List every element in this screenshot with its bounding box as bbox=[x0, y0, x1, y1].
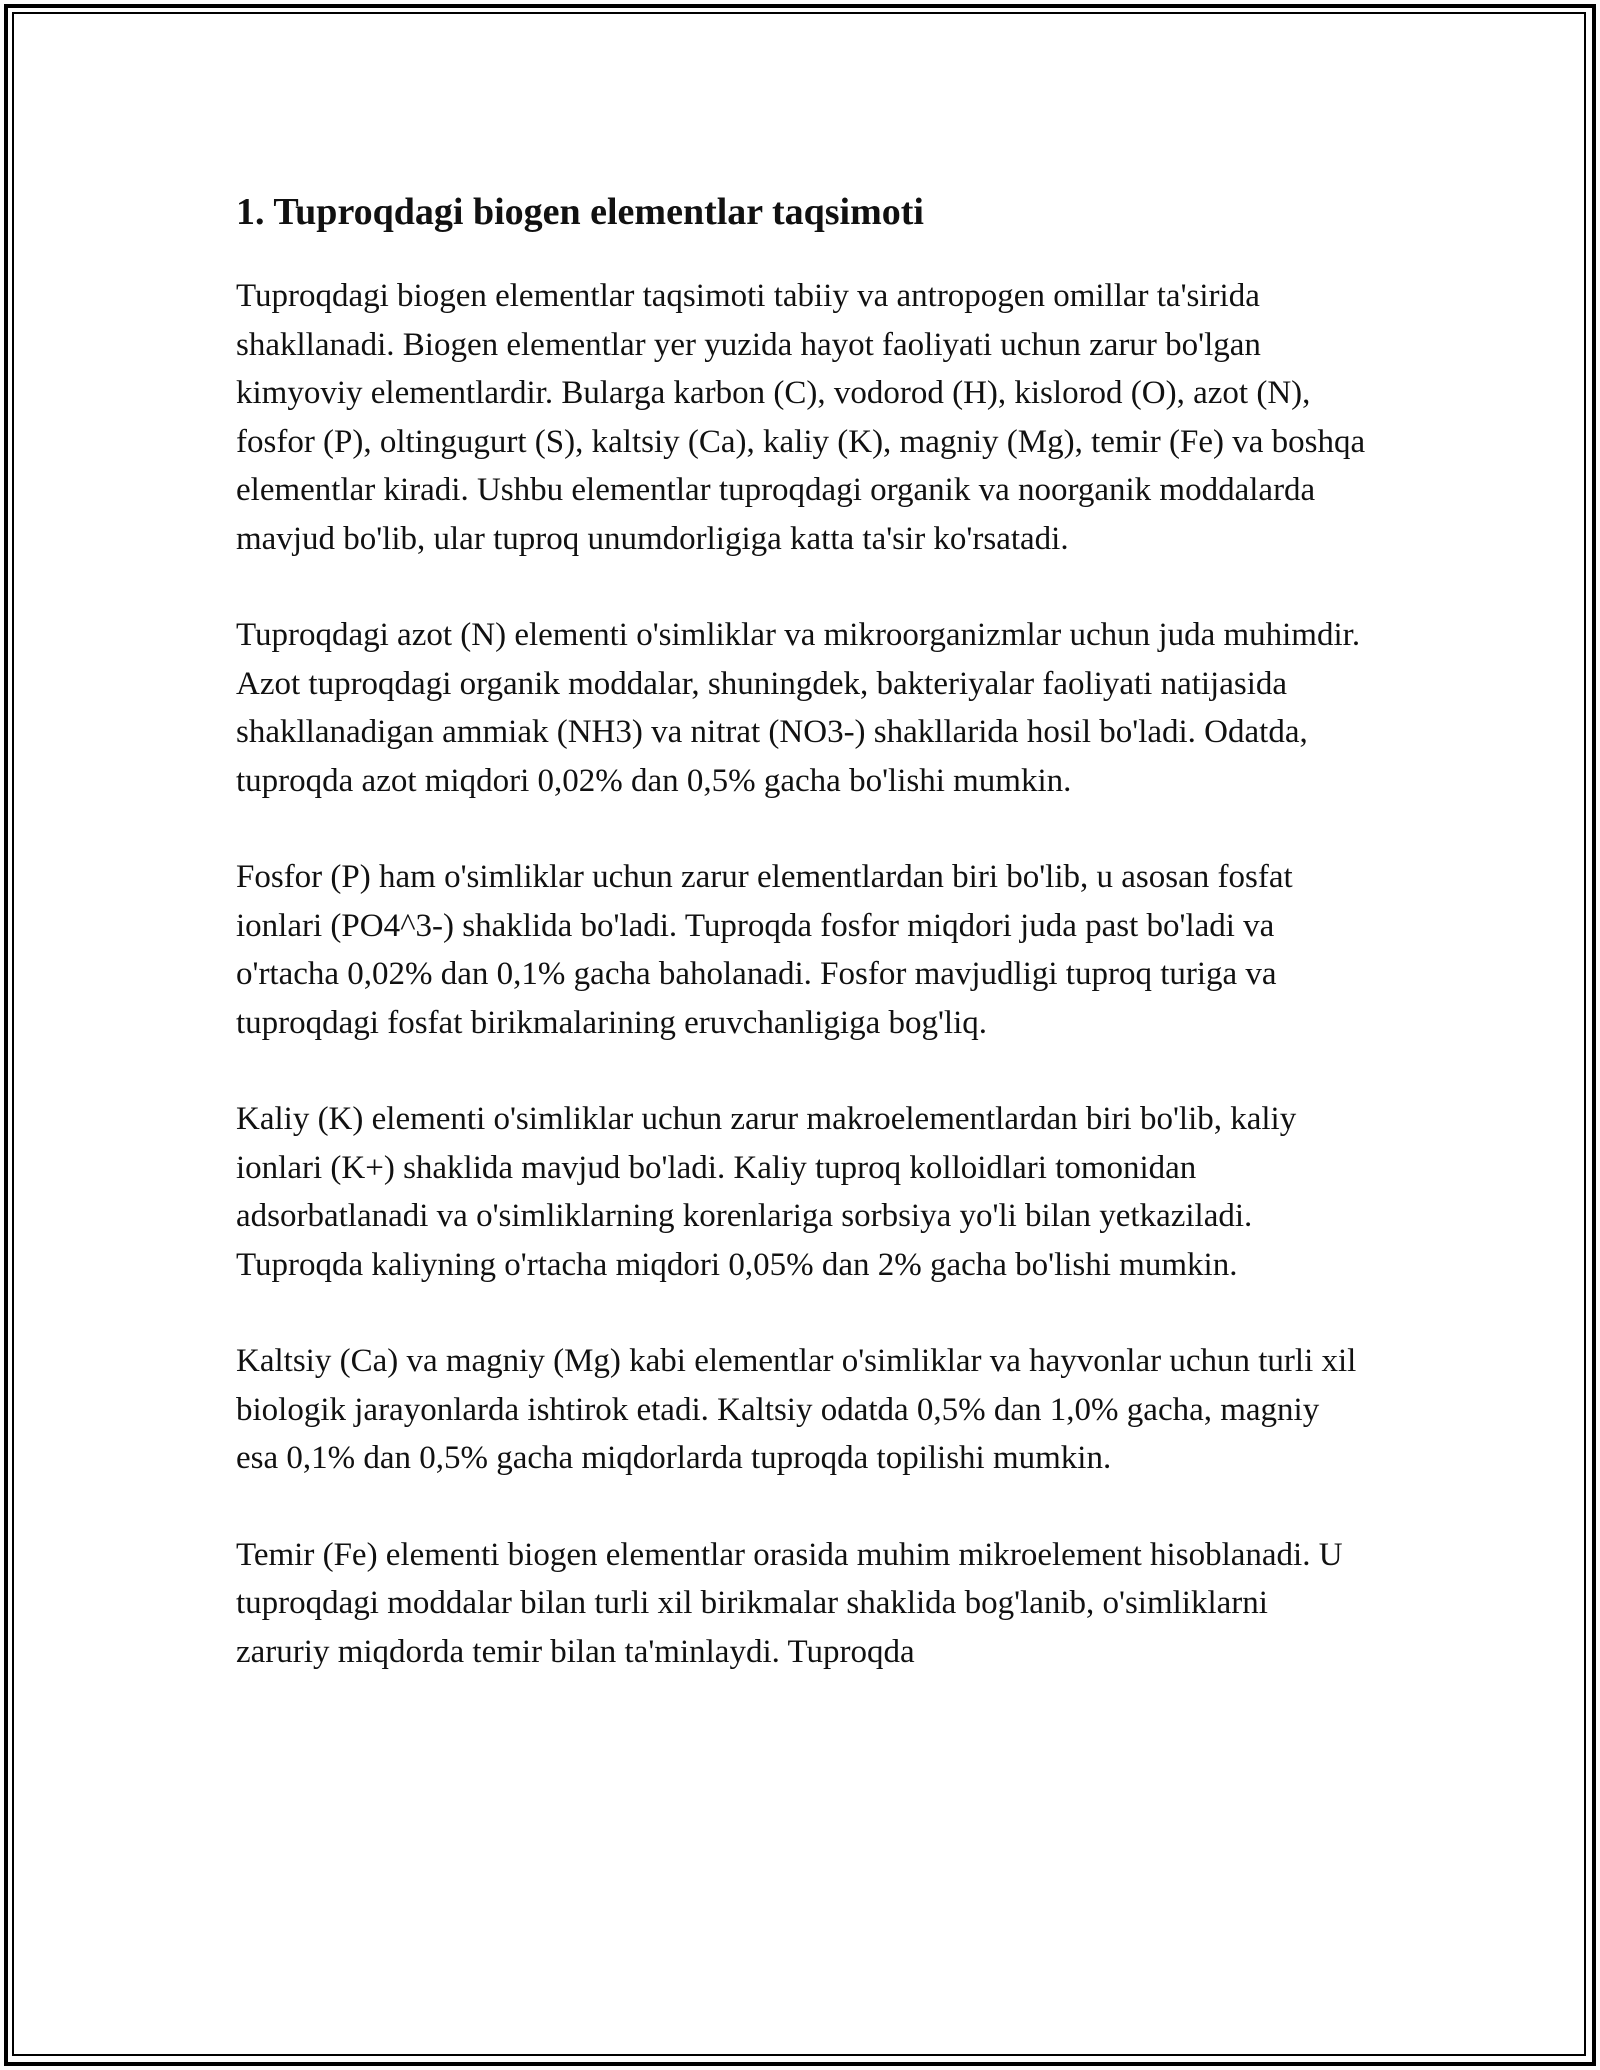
paragraph-phosphorus: Fosfor (P) ham o'simliklar uchun zarur elementlardan biri bo'lib, u asosan fosfat ionlari (PO4^3-) shaklida bo'ladi. Tuproqda fosfor miqdori juda past bo'ladi va o'rtacha 0,02% dan 0,1% gacha baholanadi. Fosfor mavjudligi tuproq turiga va tuproqdagi fosfat birikmalarining eruvchanligiga bog'liq. bbox=[236, 859, 1293, 1041]
section-title: 1. Tuproqdagi biogen elementlar taqsimoti bbox=[236, 191, 924, 233]
paragraph-biogen-intro: Tuproqdagi biogen elementlar taqsimoti tabiiy va antropogen omillar ta'sirida shakllanadi. Biogen elementlar yer yuzida hayot faoliyati uchun zarur bo'lgan kimyoviy elementlardir. Bularga karbon (C), vodorod (H), kislorod (O), azot (N), fosfor (P), oltingugurt (S), kaltsiy (Ca), kaliy (K), magniy (Mg), temir (Fe) va boshqa elementlar kiradi. Ushbu elementlar tuproqdagi organik va noorganik moddalarda mavjud bo'lib, ular tuproq unumdorligiga katta ta'sir ko'rsatadi. bbox=[236, 278, 1366, 557]
paragraph-calcium-magnesium: Kaltsiy (Ca) va magniy (Mg) kabi elementlar o'simliklar va hayvonlar uchun turli xil biologik jarayonlarda ishtirok etadi. Kaltsiy odatda 0,5% dan 1,0% gacha, magniy esa 0,1% dan 0,5% gacha miqdorlarda tuproqda topilishi mumkin. bbox=[236, 1343, 1357, 1476]
document-body bbox=[236, 186, 1366, 1676]
paragraph-nitrogen: Tuproqdagi azot (N) elementi o'simliklar va mikroorganizmlar uchun juda muhimdir. Azot tuproqdagi organik moddalar, shuningdek, bakteriyalar faoliyati natijasida shakllanadigan ammiak (NH3) va nitrat (NO3-) shakllarida hosil bo'ladi. Odatda, tuproqda azot miqdori 0,02% dan 0,5% gacha bo'lishi mumkin. bbox=[236, 617, 1361, 799]
paragraph-potassium: Kaliy (K) elementi o'simliklar uchun zarur makroelementlardan biri bo'lib, kaliy ionlari (K+) shaklida mavjud bo'ladi. Kaliy tuproq kolloidlari tomonidan adsorbatlanadi va o'simliklarning korenlariga sorbsiya yo'li bilan yetkaziladi. Tuproqda kaliyning o'rtacha miqdori 0,05% dan 2% gacha bo'lishi mumkin. bbox=[236, 1101, 1297, 1283]
paragraph-iron: Temir (Fe) elementi biogen elementlar orasida muhim mikroelement hisoblanadi. U tuproqdagi moddalar bilan turli xil birikmalar shaklida bog'lanib, o'simliklarni zaruriy miqdorda temir bilan ta'minlaydi. Tuproqda bbox=[236, 1536, 1343, 1670]
